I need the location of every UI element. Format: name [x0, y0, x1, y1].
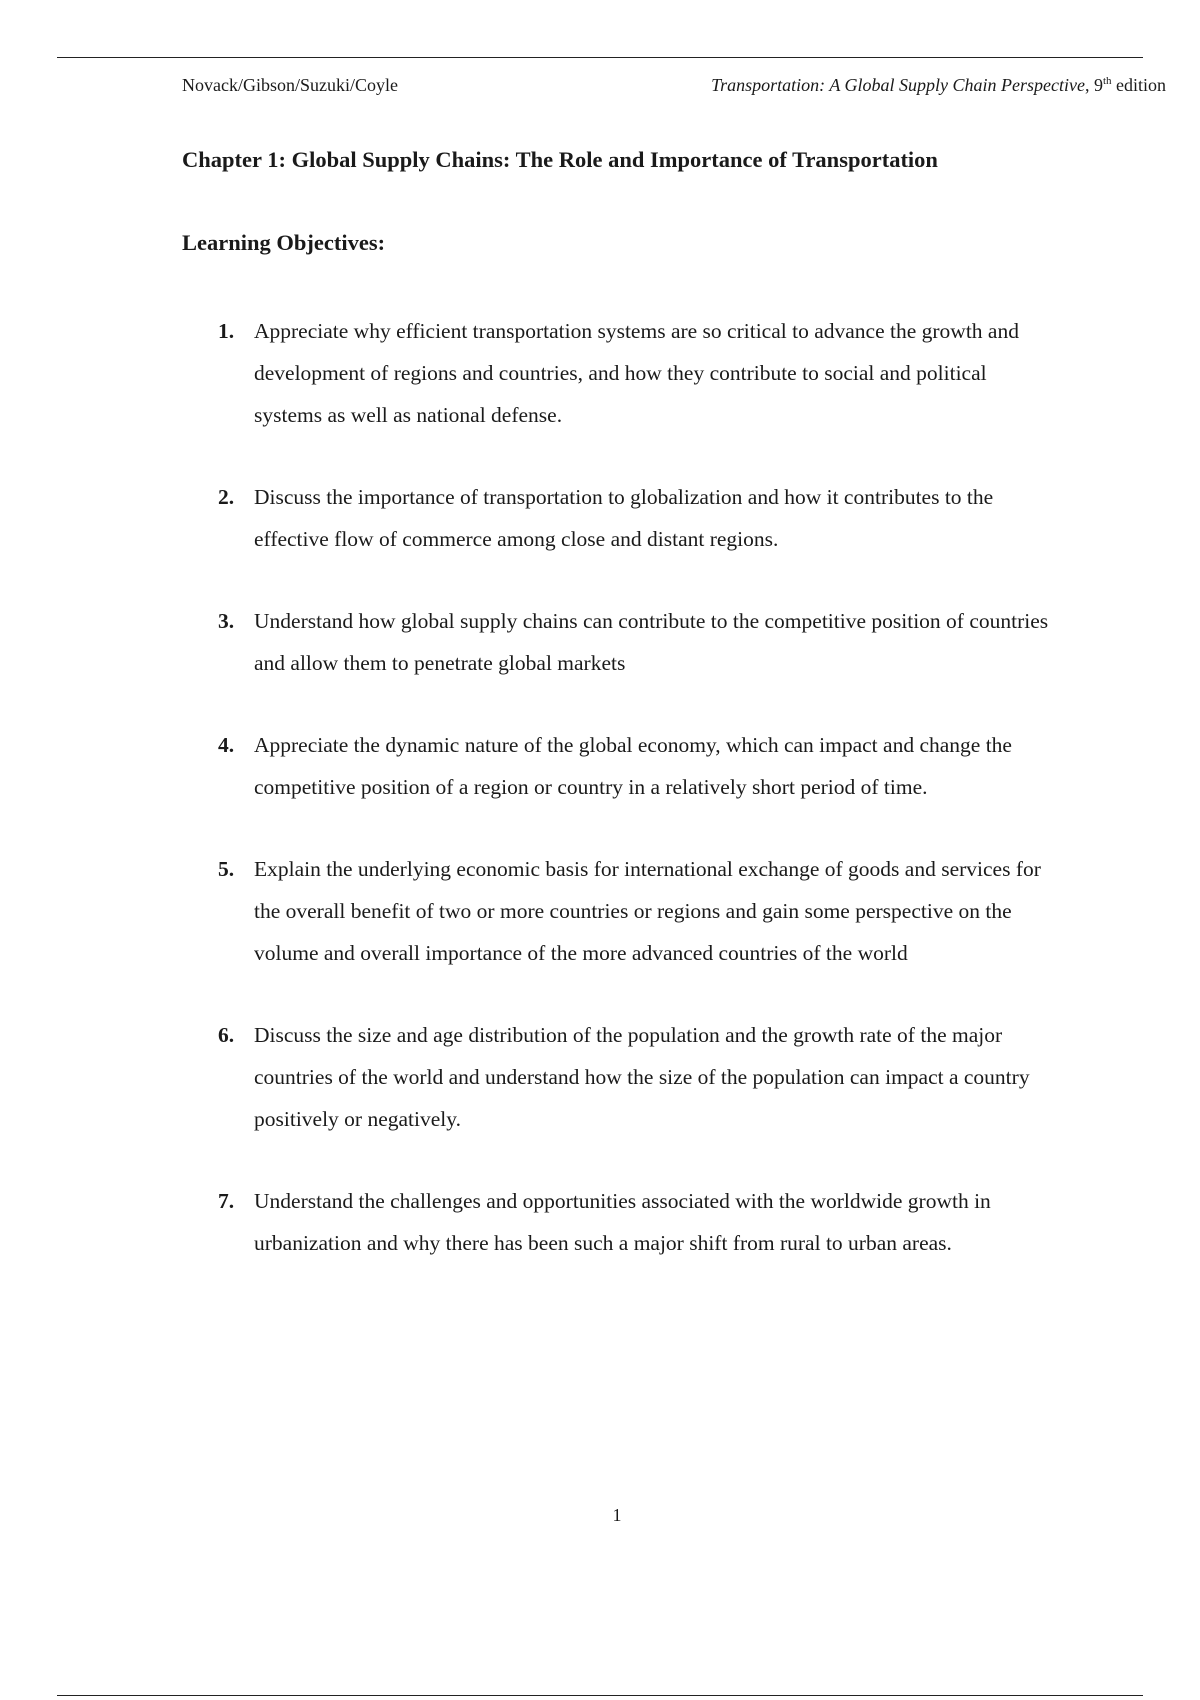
header-edition-number: , 9 — [1084, 75, 1103, 95]
objective-text: Discuss the importance of transportation to globalization and how it contributes to the effective flow of commerce among close and distant regions. — [254, 485, 994, 551]
objective-number: 6. — [218, 1023, 235, 1047]
objective-item — [218, 724, 1098, 808]
objective-item — [218, 848, 1098, 974]
objectives-heading: Learning Objectives: — [182, 230, 386, 255]
objective-number: 2. — [218, 485, 235, 509]
objective-number: 7. — [218, 1189, 235, 1213]
objective-item — [218, 310, 1098, 436]
objectives-list — [218, 310, 1098, 1304]
objective-number: 4. — [218, 733, 235, 757]
objective-text: Explain the underlying economic basis for international exchange of goods and services for the overall benefit of two or more countries or regions and gain some perspective on the volume and overall importance of the more advanced countries of the world — [254, 857, 1041, 965]
header-book — [711, 73, 1166, 97]
page-number: 1 — [612, 1505, 622, 1525]
objective-number: 3. — [218, 609, 235, 633]
objective-text: Appreciate why efficient transportation systems are so critical to advance the growth and development of regions and countries, and how they contribute to social and political systems as well as national defense. — [254, 319, 1019, 427]
objective-text: Understand the challenges and opportunities associated with the worldwide growth in urbanization and why there has been such a major shift from rural to urban areas. — [254, 1189, 991, 1255]
objective-item — [218, 600, 1098, 684]
header-authors: Novack/Gibson/Suzuki/Coyle — [182, 75, 398, 95]
objective-text: Understand how global supply chains can contribute to the competitive position of countries and allow them to penetrate global markets — [254, 609, 1049, 675]
objective-item — [218, 1180, 1098, 1264]
running-header — [182, 73, 1166, 97]
chapter-title: Chapter 1: Global Supply Chains: The Role and Importance of Transportation — [182, 147, 938, 172]
footer-rule — [57, 1695, 1143, 1696]
header-edition-suffix: th — [1102, 75, 1112, 87]
objective-text: Discuss the size and age distribution of the population and the growth rate of the major countries of the world and understand how the size of the population can impact a country positively or negatively. — [254, 1023, 1030, 1131]
objective-item — [218, 476, 1098, 560]
header-rule — [57, 57, 1143, 58]
header-edition-word: edition — [1111, 75, 1166, 95]
objective-number: 1. — [218, 319, 235, 343]
objective-number: 5. — [218, 857, 235, 881]
objective-item — [218, 1014, 1098, 1140]
header-book-title: Transportation: A Global Supply Chain Perspective — [711, 75, 1085, 95]
objective-text: Appreciate the dynamic nature of the global economy, which can impact and change the competitive position of a region or country in a relatively short period of time. — [254, 733, 1012, 799]
